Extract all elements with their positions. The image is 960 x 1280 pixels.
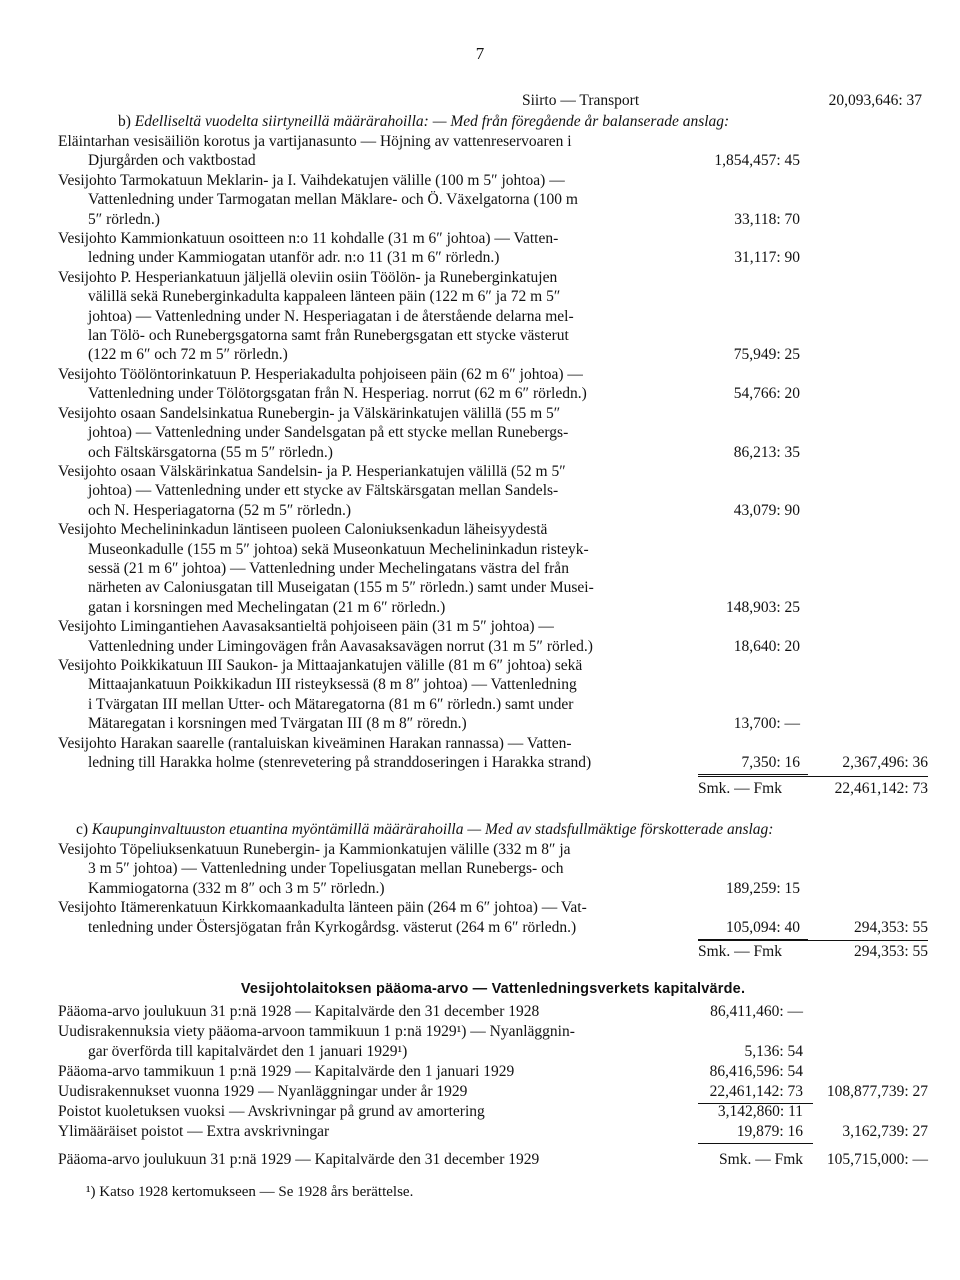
- section-c-entry: [58, 840, 928, 898]
- entry-line: (122 m 6″ och 72 m 5″ rörledn.): [88, 346, 288, 364]
- entry-line: Vesijohto Töölöntorinkatuun P. Hesperiakadulta pohjoiseen päin (62 m 6″ johtoa) —: [58, 365, 583, 383]
- section-c-entries: [58, 840, 928, 937]
- capital-row-text: Ylimääräiset poistot — Extra avskrivningar: [58, 1123, 330, 1140]
- capital-row-text: Pääoma-arvo joulukuun 31 p:nä 1929 — Kapitalvärde den 31 december 1929: [58, 1151, 540, 1168]
- entry-line: gatan i korsningen med Mechelingatan (21 m 6″ rörledn.): [88, 598, 446, 616]
- capital-row: [58, 1150, 928, 1170]
- entry-line: ledning till Harakka holme (stenrevetering på stranddoseringen i Harakka strand): [88, 754, 592, 771]
- section-c-prefix: c): [76, 821, 89, 838]
- capital-row-text: Uudisrakennuksia viety pääoma-arvoon tammikuun 1 p:nä 1929¹) — Nyanläggnin-: [58, 1023, 575, 1040]
- section-c: [58, 820, 928, 965]
- capital-row: [58, 1102, 928, 1122]
- capital-row: [58, 1002, 928, 1022]
- entry-line: och Fältskärsgatorna (55 m 5″ rörledn.): [88, 443, 333, 461]
- section-b-entry: [58, 268, 928, 365]
- capital-row-text: Uudisrakennukset vuonna 1929 — Nyanläggningar under år 1929: [58, 1083, 468, 1100]
- entry-total: 294,353: 55: [853, 918, 928, 936]
- entry-amount: 1,854,457: 45: [714, 152, 800, 170]
- capital-rows: [58, 1002, 928, 1170]
- entry-line: Mätaregatan i korsningen med Tvärgatan III (8 m 8″ röredn.): [88, 715, 467, 733]
- capital-row-total: 108,877,739: 27: [826, 1083, 928, 1100]
- entry-line: Vattenledning under Tarmogatan mellan Mäklare- och Ö. Växelgatorna (100 m: [88, 191, 578, 209]
- section-b-heading: [58, 112, 928, 132]
- entry-line: Museonkadulle (155 m 5″ johtoa) sekä Museonkatuun Mechelininkadun risteyk-: [88, 540, 589, 558]
- entry-amount: 43,079: 90: [733, 501, 800, 519]
- entry-line: Vattenledning under Limingovägen från Aavasaksavägen norrut (31 m 5″ rörled.): [88, 637, 593, 655]
- entry-amount: 189,259: 15: [725, 879, 800, 897]
- section-b-entry: [58, 132, 928, 171]
- section-b-prefix: b): [118, 113, 131, 130]
- entry-amount: 54,766: 20: [733, 385, 800, 403]
- entry-line: Vesijohto Itämerenkatuun Kirkkomaankadulta länteen päin (264 m 6″ johtoa) — Vat-: [58, 899, 587, 917]
- section-b-entry: [58, 617, 928, 656]
- capital-row-amount: Smk. — Fmk: [719, 1151, 803, 1168]
- entry-amount: 105,094: 40: [725, 918, 800, 936]
- entry-amount: 7,350: 16: [741, 754, 800, 771]
- capital-row-text: Pääoma-arvo joulukuun 31 p:nä 1928 — Kapitalvärde den 31 december 1928: [58, 1003, 540, 1020]
- section-c-heading: [58, 820, 928, 840]
- capital-row-text: Poistot kuoletuksen vuoksi — Avskrivningar på grund av amortering: [58, 1103, 485, 1120]
- entry-line: Vesijohto Limingantiehen Aavasaksantieltä pohjoiseen päin (31 m 5″ johtoa) —: [58, 618, 554, 636]
- entry-amount: 86,213: 35: [733, 443, 800, 461]
- capital-row-amount: 86,411,460: —: [710, 1003, 803, 1020]
- section-b-entry: [58, 520, 928, 617]
- capital-row-amount: 22,461,142: 73: [709, 1083, 803, 1100]
- section-c-sum-amount: 294,353: 55: [853, 943, 928, 961]
- section-b-entry: [58, 229, 928, 268]
- capital-row: [58, 1122, 928, 1142]
- entry-line: Vesijohto osaan Sandelsinkatua Runebergin- ja Välskärinkatujen välillä (55 m 5″: [58, 404, 561, 422]
- entry-line: Vesijohto Mechelininkadun läntiseen puoleen Caloniuksenkadun läheisyydestä: [58, 521, 548, 539]
- entry-line: ledning under Kammiogatan utanför adr. n:o 11 (31 m 6″ rörledn.): [88, 249, 500, 267]
- entry-line: johtoa) — Vattenledning under ett stycke av Fältskärsgatan mellan Sandels-: [88, 482, 559, 500]
- section-c-heading-sv: — Med av stadsfullmäktige förskotterade anslag:: [467, 821, 774, 838]
- entry-amount: 148,903: 25: [725, 598, 800, 616]
- section-b-entry: [58, 734, 928, 773]
- capital-row-total: 3,162,739: 27: [842, 1123, 928, 1140]
- entry-line: johtoa) — Vattenledning under N. Hesperiagatan i de återstående delarna mel-: [88, 307, 574, 325]
- entry-total: 2,367,496: 36: [842, 754, 928, 771]
- entry-amount: 33,118: 70: [734, 210, 800, 228]
- section-b-entry: [58, 656, 928, 734]
- section-b-heading-fi: Edelliseltä vuodelta siirtyneillä määrärahoilla:: [134, 113, 429, 130]
- entry-line: Vesijohto Kammionkatuun osoitteen n:o 11 kohdalle (31 m 6″ johtoa) — Vatten-: [58, 230, 559, 248]
- section-c-sum-label: Smk. — Fmk: [698, 943, 782, 961]
- section-b-entry: [58, 404, 928, 462]
- capital-row-text: gar överförda till kapitalvärdet den 1 januari 1929¹): [88, 1043, 408, 1060]
- entry-line: 5″ rörledn.): [88, 210, 160, 228]
- transport-amount: 20,093,646: 37: [828, 92, 922, 109]
- section-b-entry: [58, 462, 928, 520]
- entry-line: Vesijohto Tarmokatuun Meklarin- ja I. Vaihdekatujen välille (100 m 5″ johtoa) —: [58, 171, 565, 189]
- entry-line: Eläintarhan vesisäiliön korotus ja vartijanasunto — Höjning av vattenreservoaren i: [58, 133, 572, 150]
- capital-row: [58, 1062, 928, 1082]
- section-b-heading-sv: — Med från föregående år balanserade anslag:: [432, 113, 730, 130]
- section-b: [58, 112, 928, 802]
- capital-row-amount: 86,416,596: 54: [709, 1063, 803, 1080]
- entry-line: Kammiogatorna (332 m 8″ och 3 m 5″ rörledn.): [88, 879, 385, 897]
- entry-line: Djurgården och vaktbostad: [88, 152, 256, 170]
- page-number: 7: [475, 44, 485, 63]
- section-b-entry: [58, 365, 928, 404]
- capital-row-amount: 5,136: 54: [744, 1043, 803, 1060]
- entry-line: 3 m 5″ johtoa) — Vattenledning under Topeliusgatan mellan Runebergs- och: [88, 860, 564, 878]
- entry-line: Vattenledning under Tölötorgsgatan från N. Hesperiag. norrut (62 m 6″ rörledn.): [88, 385, 587, 403]
- capital-row: [58, 1042, 928, 1062]
- section-b-entry: [58, 171, 928, 229]
- entry-amount: 13,700: —: [733, 715, 800, 733]
- entry-amount: 75,949: 25: [733, 346, 800, 364]
- capital-row-amount: 3,142,860: 11: [717, 1103, 803, 1120]
- entry-line: sessä (21 m 6″ johtoa) — Vattenledning under Mechelingatans västra del från: [88, 559, 569, 577]
- section-c-entry: [58, 898, 928, 937]
- entry-line: Vesijohto osaan Välskärinkatua Sandelsin- ja P. Hesperiankatujen välillä (52 m 5″: [58, 462, 566, 480]
- entry-line: Vesijohto Harakan saarelle (rantaluiskan kiveäminen Harakan rannassa) — Vatten-: [58, 734, 572, 752]
- capital-row: [58, 1022, 928, 1042]
- section-c-sum: [58, 943, 928, 965]
- capital-row-text: Pääoma-arvo tammikuun 1 p:nä 1929 — Kapitalvärde den 1 januari 1929: [58, 1063, 515, 1080]
- footnote: ¹) Katso 1928 kertomukseen — Se 1928 års berättelse.: [86, 1184, 414, 1200]
- entry-line: Mittaajankatuun Poikkikadun III risteyksessä (8 m 8″ johtoa) — Vattenledning: [88, 676, 577, 694]
- entry-line: närheten av Caloniusgatan till Museigatan (155 m 5″ rörledn.) samt under Musei-: [88, 579, 594, 597]
- section-b-sum-label: Smk. — Fmk: [698, 780, 782, 798]
- capital-section: [58, 978, 928, 1170]
- capital-row-total: 105,715,000: —: [826, 1151, 928, 1168]
- entry-line: Vesijohto Töpeliuksenkatuun Runebergin- ja Kammionkatujen välille (332 m 8″ ja: [58, 841, 571, 858]
- capital-heading: Vesijohtolaitoksen pääoma-arvo — Vattenledningsverkets kapitalvärde.: [240, 981, 746, 997]
- entry-line: lan Tölö- och Runebergsgatorna samt från Runebergsgatan ett stycke västerut: [88, 327, 569, 345]
- entry-line: i Tvärgatan III mellan Utter- och Mätaregatorna (81 m 6″ rörledn.) samt under: [88, 695, 574, 713]
- entry-line: tenledning under Östersjögatan från Kyrkogårdsg. västerut (264 m 6″ rörledn.): [88, 918, 577, 936]
- entry-line: välillä sekä Runeberginkadulta kappaleen länteen päin (122 m 6″ ja 72 m 5″: [88, 288, 561, 306]
- entry-amount: 31,117: 90: [734, 249, 800, 267]
- capital-row-amount: 19,879: 16: [736, 1123, 803, 1140]
- section-b-entries: [58, 132, 928, 772]
- entry-line: johtoa) — Vattenledning under Sandelsgatan på ett stycke mellan Runebergs-: [88, 424, 569, 442]
- section-b-sum-amount: 22,461,142: 73: [834, 780, 928, 798]
- section-b-sum: [58, 780, 928, 802]
- entry-line: Vesijohto P. Hesperiankatuun jäljellä oleviin osiin Töölön- ja Runeberginkatujen: [58, 268, 558, 286]
- transport-label: Siirto — Transport: [522, 92, 640, 109]
- entry-line: Vesijohto Poikkikatuun III Saukon- ja Mittaajankatujen välille (81 m 6″ johtoa) sekä: [58, 656, 583, 674]
- entry-line: och N. Hesperiagatorna (52 m 5″ rörledn.): [88, 501, 351, 519]
- entry-amount: 18,640: 20: [733, 637, 800, 655]
- capital-row: [58, 1082, 928, 1102]
- section-c-heading-fi: Kaupunginvaltuuston etuantina myöntämillä määrärahoilla: [91, 821, 464, 838]
